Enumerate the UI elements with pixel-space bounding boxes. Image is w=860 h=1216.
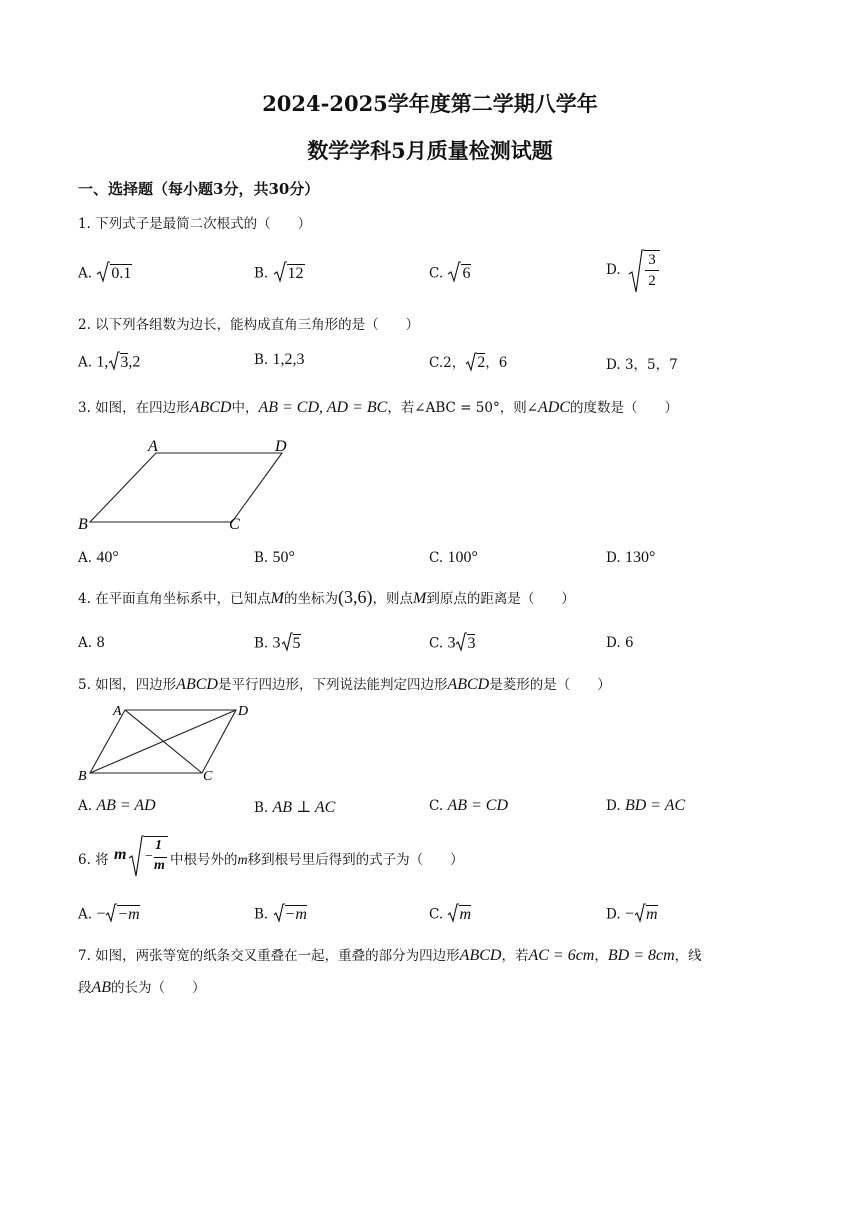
sqrt-symbol [447,261,461,287]
q3-option-d[interactable]: D. 130° [606,549,656,566]
question-3-prompt: 3. 如图，在四边形ABCD中，AB = CD, AD = BC，若∠ABC = 50°，则∠ADC的度数是（ ） [78,399,679,416]
section-heading: 一、选择题（每小题3分，共30分） [78,180,320,198]
vertex-label-c: C [203,769,213,784]
radicand: 6 [462,264,471,282]
sqrt-symbol [108,351,120,375]
question-1-prompt: 1. 下列式子是最简二次根式的（ ） [78,216,312,232]
radicand: 12 [287,264,304,282]
q2-option-d[interactable]: D. 3，5，7 [606,357,678,373]
q3-option-b[interactable]: B. 50° [254,549,295,566]
q6-option-b[interactable]: B. −m [254,903,307,927]
q3-option-c[interactable]: C. 100° [429,549,478,566]
vertex-label-d: D [238,704,249,719]
vertex-label-b: B [78,516,88,533]
question-4-prompt: 4. 在平面直角坐标系中，已知点M的坐标为(3,6)，则点M到原点的距离是（ ） [78,587,575,607]
sqrt-symbol [281,632,293,656]
q4-option-d[interactable]: D. 6 [606,635,634,651]
sqrt-symbol [128,834,144,878]
q2-option-b[interactable]: B. 1,2,3 [254,351,305,368]
q5-option-d[interactable]: D. BD = AC [606,797,686,814]
vertex-label-c: C [229,516,240,533]
sqrt-symbol [455,632,467,656]
q1-option-c[interactable]: C. 6 [429,261,471,287]
exam-title-line2: 数学学科5月质量检测试题 [307,138,553,163]
q4-option-c[interactable]: C. 3 3 [429,632,475,656]
q3-option-a[interactable]: A. 40° [78,549,119,566]
parallelogram-outline [90,453,282,522]
q6-option-c[interactable]: C. m [429,903,471,927]
q5-parallelogram-figure [76,700,256,786]
radicand: 0.1 [111,264,132,282]
vertex-label-b: B [78,769,87,784]
q6-option-a[interactable]: A. − −m [78,903,140,927]
diagonal-bd [90,710,236,773]
q4-option-a[interactable]: A. 8 [78,635,105,651]
sqrt-symbol [273,261,287,287]
question-2-prompt: 2. 以下列各组数为边长，能构成直角三角形的是（ ） [78,317,420,333]
q4-option-b[interactable]: B. 3 5 [254,632,301,656]
q3-parallelogram-figure [76,434,296,534]
sqrt-symbol [105,903,117,927]
q5-option-c[interactable]: C. AB = CD [429,797,509,814]
q1-option-b[interactable]: B. 12 [254,261,305,287]
q2-option-c[interactable]: C.2， 2，6 [429,351,507,376]
q1-option-a[interactable]: A. 0.1 [78,261,132,287]
vertex-label-d: D [275,438,287,455]
q2-option-a[interactable]: A. 1, 3,2 [78,351,140,375]
q5-option-b[interactable]: B. AB ⊥ AC [254,799,336,816]
vertex-label-a: A [113,704,122,719]
question-7-prompt-line1: 7. 如图，两张等宽的纸条交叉重叠在一起，重叠的部分为四边形ABCD，若AC = 6cm，BD = 8cm，线 [78,947,702,964]
question-7-prompt-line2: 段AB的长为（ ） [78,979,206,996]
fraction: 3 2 [644,250,660,291]
sqrt-symbol [447,903,459,927]
vertex-label-a: A [148,438,158,455]
fraction-expression: − 1 m [144,836,168,837]
q6-option-d[interactable]: D. − m [606,903,658,927]
sqrt-symbol [634,903,646,927]
sqrt-symbol [96,261,110,287]
question-5-prompt: 5. 如图，四边形ABCD是平行四边形，下列说法能判定四边形ABCD是菱形的是（ ） [78,676,611,693]
q5-option-a[interactable]: A. AB = AD [78,797,156,814]
sqrt-symbol [628,248,644,294]
sqrt-symbol [273,903,285,927]
exam-title-line1: 2024-2025学年度第二学期八学年 [262,91,598,116]
sqrt-symbol [465,352,477,376]
